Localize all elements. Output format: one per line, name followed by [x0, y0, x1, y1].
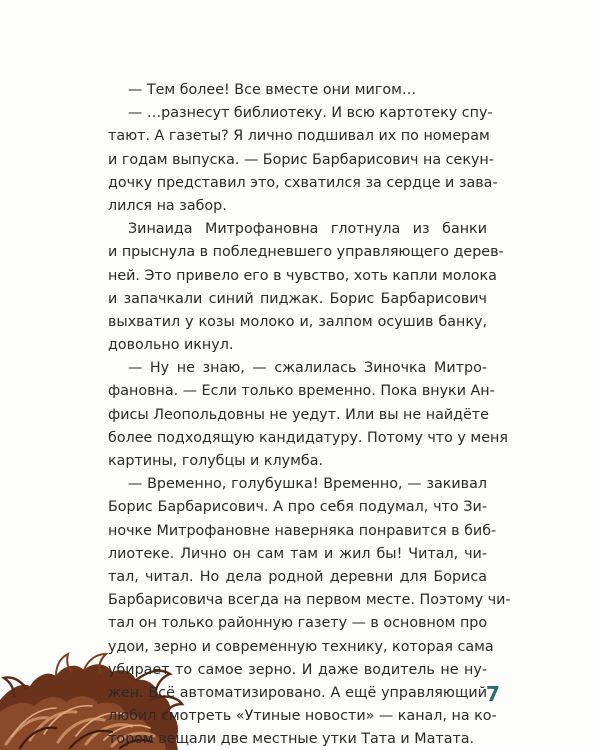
text-line: тают. А газеты? Я лично подшивал их по номерам: [108, 128, 490, 145]
text-line: — Временно, голубушка! Временно, — закивал: [128, 476, 487, 493]
text-line: выхватил у козы молоко и, залпом осушив банку,: [108, 313, 487, 330]
text-line: и запачкали синий пиджак. Борис Барбарисович: [108, 290, 487, 307]
text-line: дочку представил это, схватился за сердце и зава-: [108, 174, 498, 191]
text-line: довольно икнул.: [108, 337, 234, 354]
text-line: и прыснула в побледневшего управляющего дерев-: [108, 244, 504, 261]
text-line: — Ну не знаю, — сжалилась Зиночка Митро-: [128, 360, 487, 377]
text-line: — …разнесут библиотеку. И всю картотеку спу-: [128, 105, 493, 122]
text-line: — Тем более! Все вместе они мигом…: [128, 82, 417, 98]
text-line: любил смотреть «Утиные новости» — канал, на ко-: [108, 708, 497, 725]
text-line: тал он только районную газету — в основном про: [108, 615, 488, 632]
text-line: более подходящую кандидатуру. Потому что у меня: [108, 429, 508, 446]
text-line: ночке Митрофановне наверняка понравится в биб-: [108, 522, 497, 539]
body-text: [108, 79, 511, 750]
text-line: картины, голубцы и клумба.: [108, 453, 324, 469]
text-line: Зинаида Митрофановна глотнула из банки: [128, 221, 487, 238]
text-line: фисы Леопольдовны не уедут. Или вы не найдёте: [108, 406, 489, 423]
text-line: удои, зерно и современную технику, которая сама: [108, 638, 494, 655]
text-line: жен. Всё автоматизировано. А ещё управляющий: [108, 684, 487, 701]
text-line: фановна. — Если только временно. Пока внуки Ан-: [108, 383, 495, 400]
page-number: 7: [486, 682, 500, 706]
text-line: лился на забор.: [108, 197, 227, 214]
text-line: убирает то самое зерно. И даже водитель не ну-: [108, 661, 487, 678]
text-line: и годам выпуска. — Борис Барбарисович на секун-: [108, 151, 494, 168]
text-line: Борис Барбарисович. А про себя подумал, что Зи-: [108, 499, 487, 516]
text-line: Барбарисовича всегда на первом месте. Поэтому чи-: [108, 592, 511, 609]
text-line: тором вещали две местные утки Тата и Матата.: [108, 731, 475, 748]
text-line: ней. Это привело его в чувство, хоть капли молока: [108, 267, 497, 284]
text-line: лиотеке. Лично он сам там и жил бы! Читал, чи-: [108, 545, 487, 562]
text-line: тал, читал. Но дела родной деревни для Бориса: [108, 568, 487, 585]
